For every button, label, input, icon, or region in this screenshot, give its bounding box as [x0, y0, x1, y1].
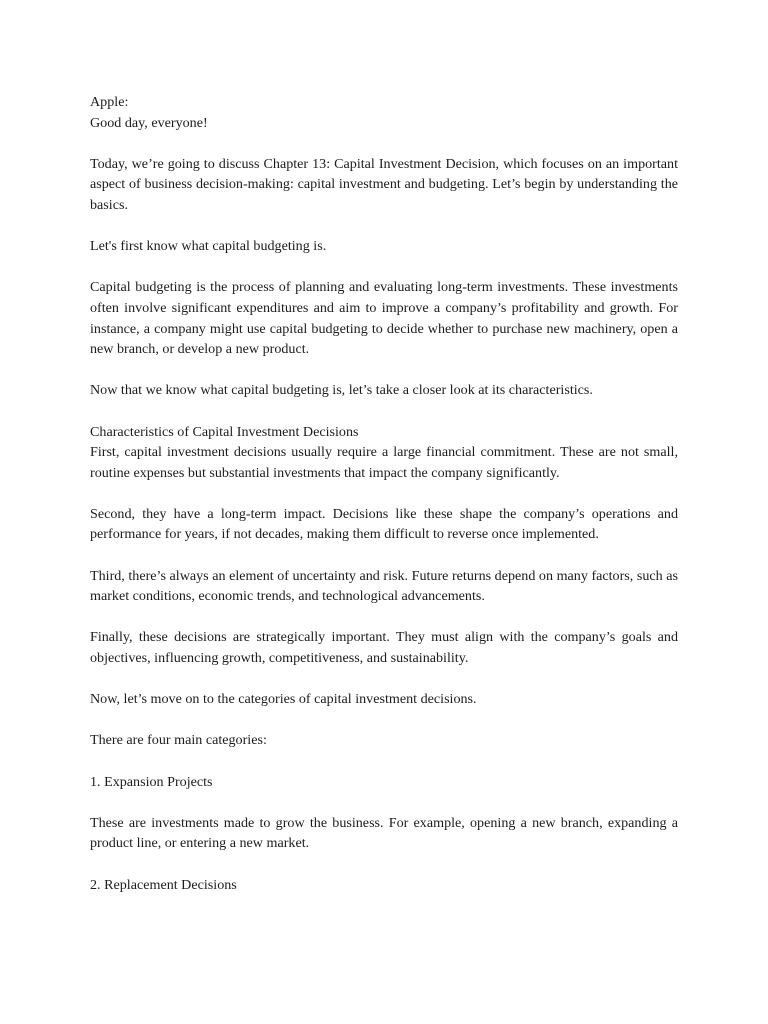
category-2-heading: 2. Replacement Decisions: [90, 876, 237, 893]
spacer: [90, 710, 678, 731]
what-is-paragraph: Let's first know what capital budgeting is.: [90, 238, 327, 255]
spacer: [90, 545, 678, 566]
intro-paragraph: Today, we’re going to discuss Chapter 13: Capital Investment Decision, which focuses on an important aspect of business decision-making: capital investment and budgeting. Let’s begin by understanding the basics.: [90, 155, 678, 213]
second-characteristic: Second, they have a long-term impact. Decisions like these shape the company’s operations and performance for years, if not decades, making them difficult to reverse once implemented.: [90, 505, 678, 543]
categories-count: There are four main categories:: [90, 732, 267, 749]
first-characteristic: First, capital investment decisions usually require a large financial commitment. These are not small, routine expenses but substantial investments that impact the company significantly.: [90, 444, 678, 481]
fourth-characteristic: Finally, these decisions are strategically important. They must align with the company’s goals and objectives, influencing growth, competitiveness, and sustainability.: [90, 629, 678, 667]
document-body: [90, 92, 678, 895]
spacer: [90, 669, 678, 690]
spacer: [90, 792, 678, 813]
greeting: Good day, everyone!: [90, 114, 208, 131]
spacer: [90, 401, 678, 422]
characteristics-heading: Characteristics of Capital Investment Decisions: [90, 423, 359, 440]
spacer: [90, 854, 678, 875]
third-characteristic: Third, there’s always an element of uncertainty and risk. Future returns depend on many factors, such as market conditions, economic trends, and technological advancements.: [90, 567, 678, 605]
spacer: [90, 257, 678, 278]
spacer: [90, 607, 678, 628]
category-1-body: These are investments made to grow the business. For example, opening a new branch, expanding a product line, or entering a new market.: [90, 814, 678, 852]
spacer: [90, 216, 678, 237]
speaker-label: Apple:: [90, 94, 129, 110]
characteristics-transition: Now that we know what capital budgeting is, let’s take a closer look at its characteristics.: [90, 382, 593, 399]
category-1-heading: 1. Expansion Projects: [90, 773, 213, 790]
definition-paragraph: Capital budgeting is the process of planning and evaluating long-term investments. These investments often involve significant expenditures and aim to improve a company’s profitability and growth. For instance, a company might use capital budgeting to decide whether to purchase new machinery, open a new branch, or develop a new product.: [90, 279, 678, 358]
spacer: [90, 360, 678, 381]
spacer: [90, 483, 678, 504]
spacer: [90, 751, 678, 772]
categories-transition: Now, let’s move on to the categories of capital investment decisions.: [90, 691, 477, 708]
spacer: [90, 133, 678, 154]
